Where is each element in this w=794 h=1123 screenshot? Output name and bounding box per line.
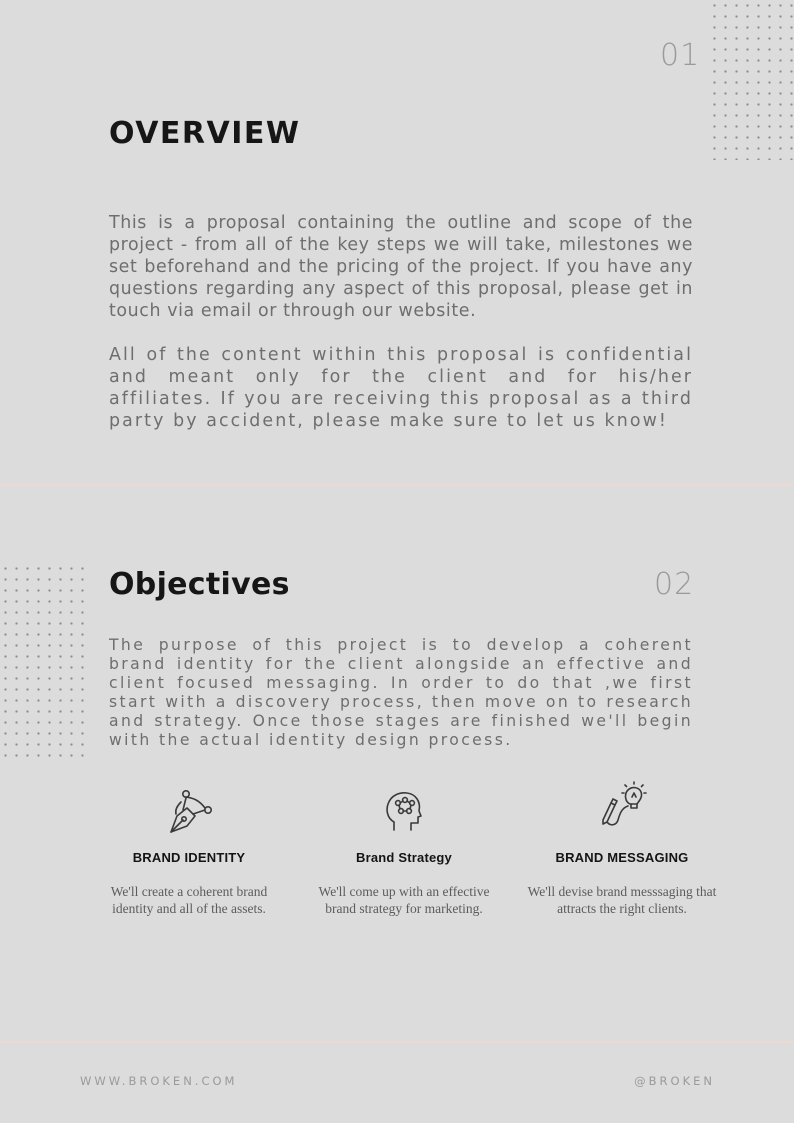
- feature-title: Brand Strategy: [356, 850, 452, 865]
- pen-tool-icon: [159, 780, 219, 838]
- objectives-paragraph: The purpose of this project is to develop a coherent brand identity for the client alongside an effective and client focused messaging. In order to do that ,we first start with a discovery process, then move on to research and strategy. Once those stages are finished we'll begin with the actual identity design process.: [109, 636, 693, 749]
- pencil-lightbulb-icon: [592, 780, 652, 838]
- head-network-icon: [374, 780, 434, 838]
- feature-brand-strategy: [304, 780, 504, 917]
- overview-title: OVERVIEW: [109, 116, 301, 151]
- feature-title: BRAND IDENTITY: [132, 850, 246, 865]
- objectives-title: Objectives: [109, 567, 290, 602]
- feature-description: We'll create a coherent brand identity and all of the assets.: [110, 884, 268, 916]
- decorative-dot-grid-left: [0, 563, 84, 761]
- feature-description: We'll come up with an effective brand strategy for marketing.: [318, 884, 490, 916]
- feature-brand-messaging: [522, 780, 722, 917]
- feature-title: BRAND MESSAGING: [555, 850, 689, 865]
- decorative-dot-grid-top: [709, 0, 794, 160]
- overview-paragraph-2: All of the content within this proposal is confidential and meant only for the client and for his/her affiliates. If you are receiving this proposal as a third party by accident, please make sure to let us know!: [109, 345, 693, 431]
- section-divider: [0, 484, 794, 486]
- section-number-overview: 01: [660, 38, 701, 73]
- section-number-objectives: 02: [654, 567, 695, 602]
- overview-paragraph-1: This is a proposal containing the outline and scope of the project - from all of the key steps we will take, milestones we set beforehand and the pricing of the project. If you have any questions regarding any aspect of this proposal, please get in touch via email or through our website.: [109, 213, 693, 321]
- footer-divider: [0, 1041, 794, 1043]
- footer-social-handle: @BROKEN: [634, 1074, 715, 1088]
- feature-brand-identity: [89, 780, 289, 917]
- footer-website: WWW.BROKEN.COM: [80, 1074, 238, 1088]
- feature-description: We'll devise brand messsaging that attracts the right clients.: [527, 884, 717, 916]
